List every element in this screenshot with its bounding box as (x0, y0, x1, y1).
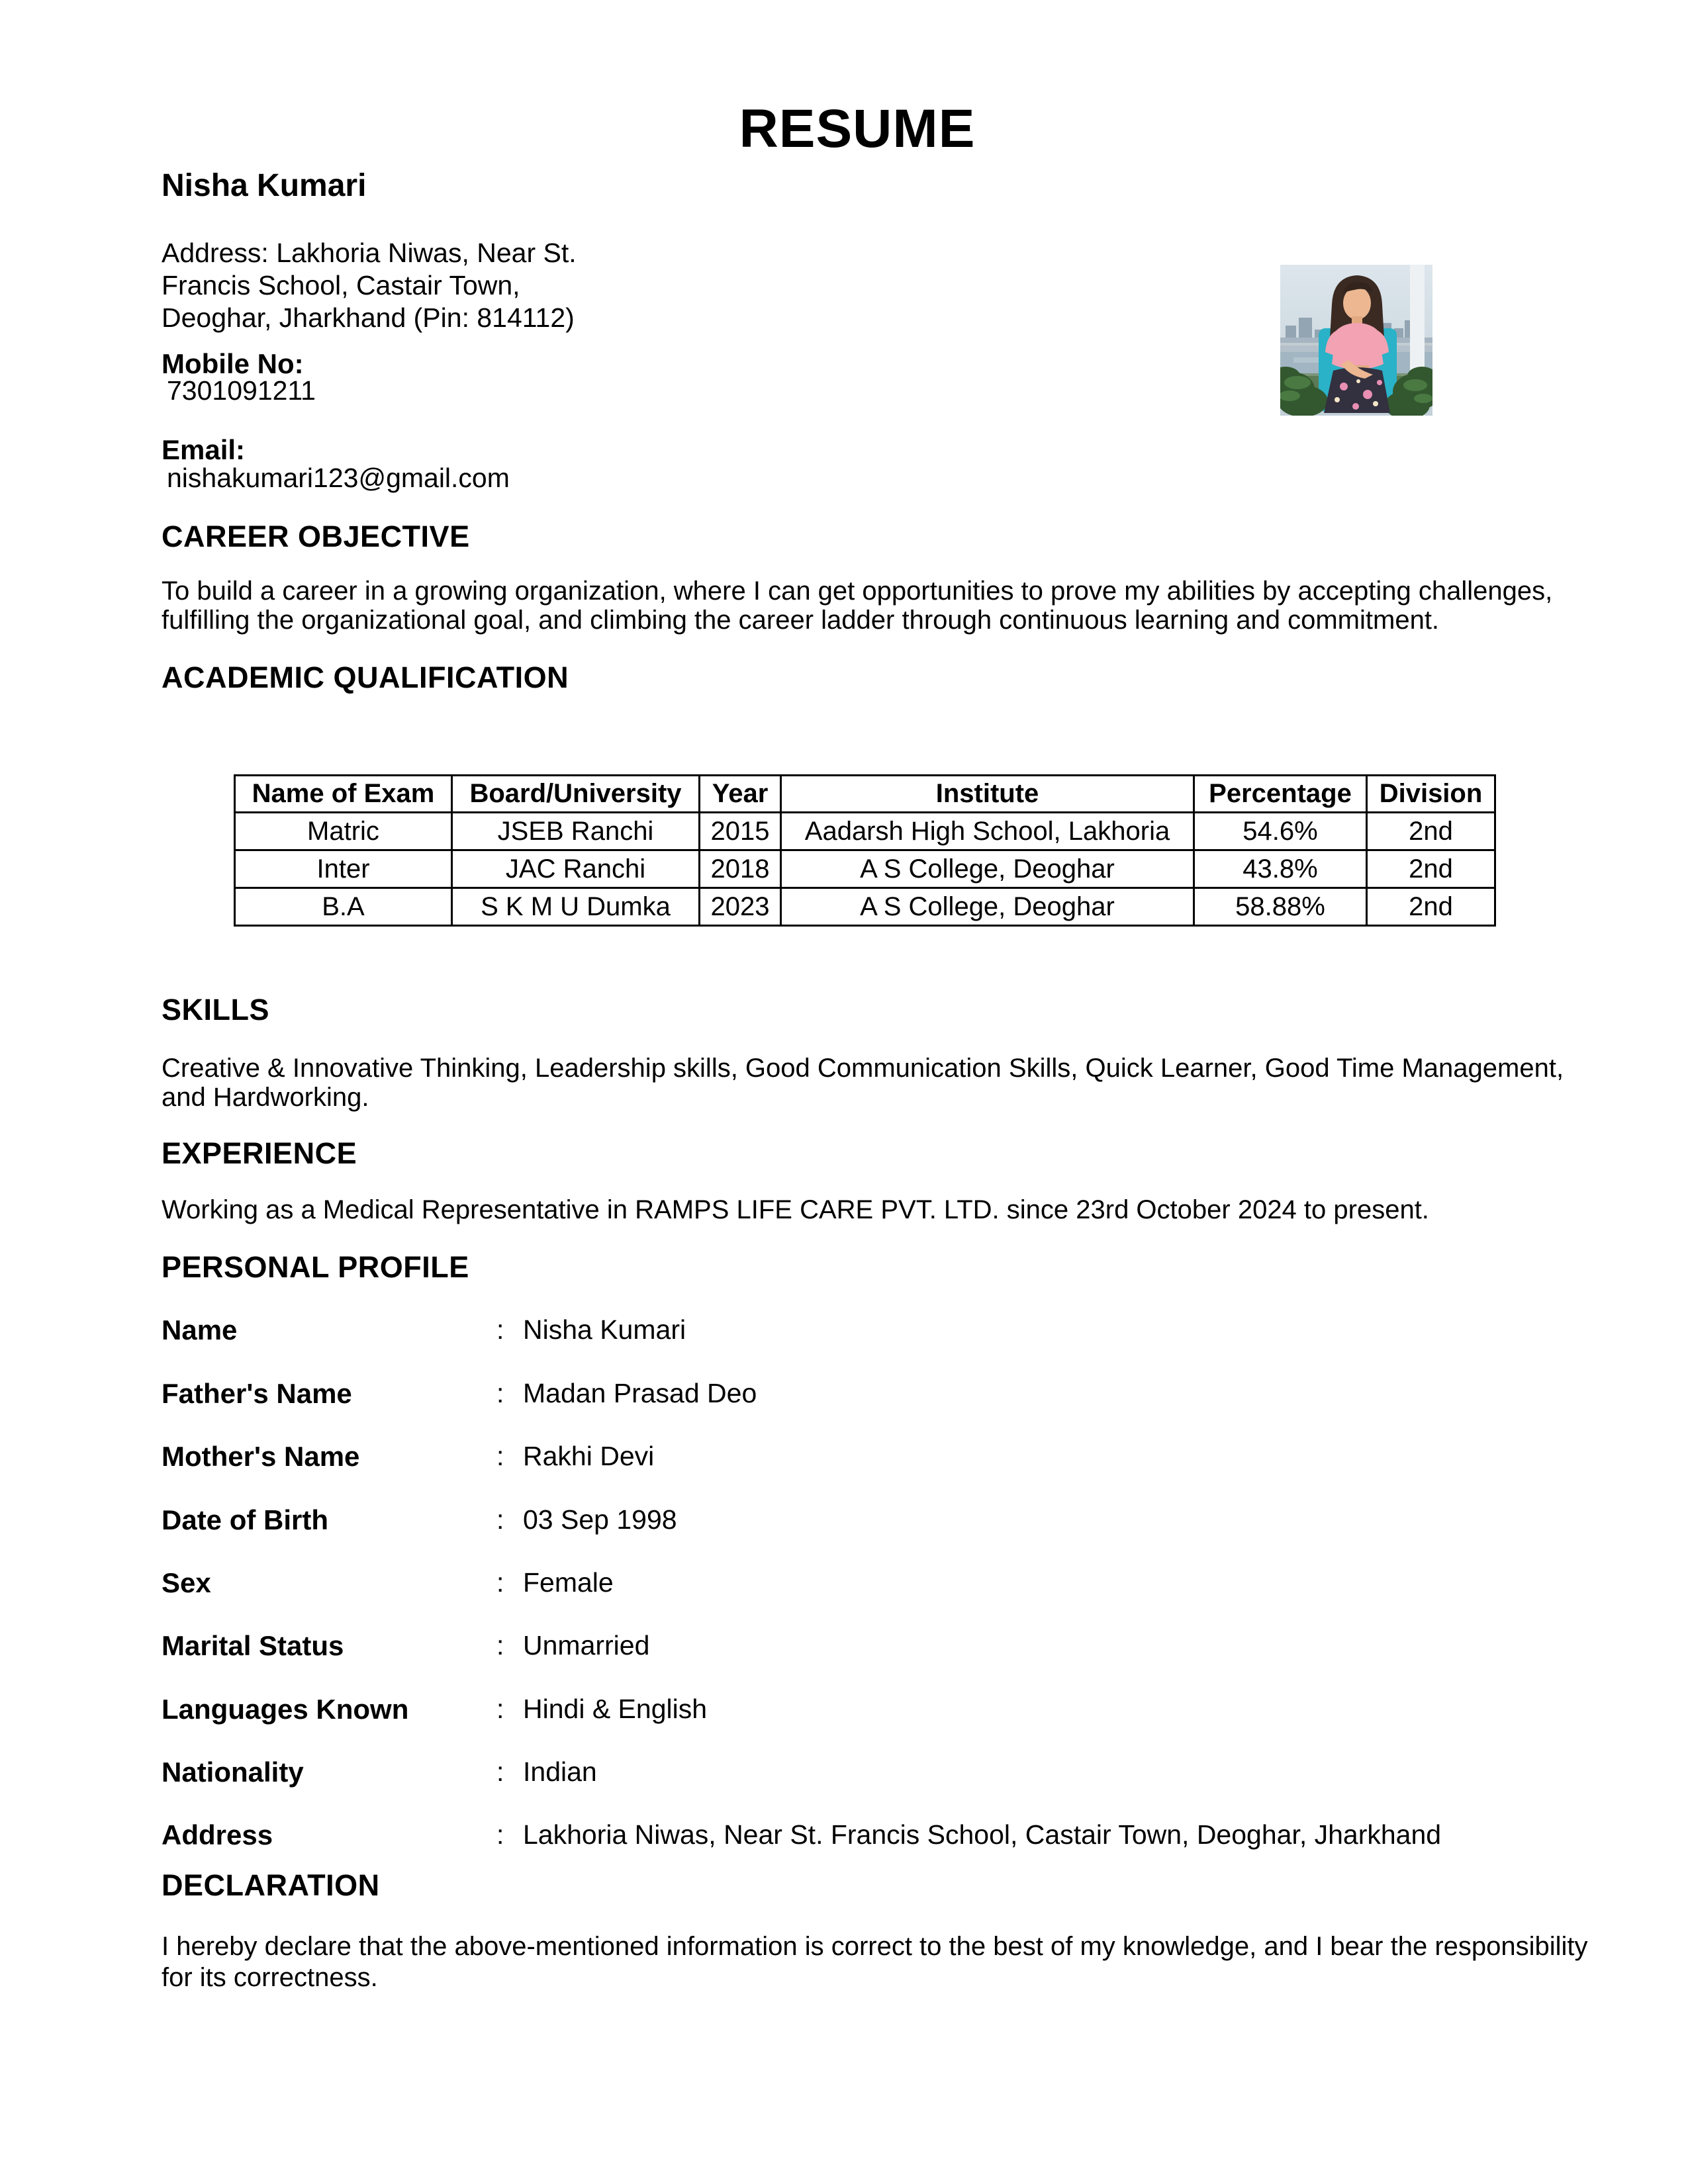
table-cell: Matric (235, 813, 452, 850)
table-row (235, 888, 1495, 926)
skills-line: and Hardworking. (162, 1083, 369, 1112)
skills-line: Creative & Innovative Thinking, Leadership skills, Good Communication Skills, Quick Learner, Good Time Management, (162, 1054, 1564, 1083)
table-cell: 2nd (1367, 850, 1495, 888)
profile-row-date-of-birth (162, 1504, 1556, 1544)
table-cell: 2018 (700, 850, 781, 888)
column-header: Division (1367, 776, 1495, 813)
table-cell: 58.88% (1194, 888, 1367, 926)
section-heading-declaration: DECLARATION (162, 1868, 380, 1902)
profile-value: 03 Sep 1998 (523, 1504, 677, 1535)
profile-label: Nationality (162, 1756, 304, 1788)
table-header-row (235, 776, 1495, 813)
profile-row-nationality (162, 1756, 1556, 1796)
profile-value: Lakhoria Niwas, Near St. Francis School, Castair Town, Deoghar, Jharkhand (523, 1819, 1442, 1850)
table-cell: S K M U Dumka (452, 888, 700, 926)
column-header: Board/University (452, 776, 700, 813)
profile-row-languages-known (162, 1694, 1556, 1733)
section-heading-career-objective: CAREER OBJECTIVE (162, 520, 470, 553)
career-objective-text (162, 576, 1552, 635)
table-row (235, 813, 1495, 850)
profile-label: Marital Status (162, 1630, 344, 1661)
profile-row-address (162, 1819, 1556, 1859)
column-header: Name of Exam (235, 776, 452, 813)
academic-qualification-table (234, 774, 1496, 927)
table-cell: B.A (235, 888, 452, 926)
section-heading-experience: EXPERIENCE (162, 1136, 357, 1170)
profile-row-marital-status (162, 1630, 1556, 1670)
profile-value: Madan Prasad Deo (523, 1378, 757, 1408)
profile-label: Sex (162, 1567, 211, 1598)
column-header: Percentage (1194, 776, 1367, 813)
table-cell: Aadarsh High School, Lakhoria (781, 813, 1194, 850)
profile-label: Mother's Name (162, 1441, 360, 1472)
colon-separator: : (496, 1694, 504, 1724)
profile-photo (1280, 265, 1432, 416)
profile-label: Languages Known (162, 1694, 409, 1725)
declaration-line: I hereby declare that the above-mentioned information is correct to the best of my knowledge, and I bear the responsibility (162, 1932, 1588, 1961)
address-line: Address: Lakhoria Niwas, Near St. (162, 238, 577, 268)
page-title: RESUME (739, 99, 976, 159)
table-cell: 43.8% (1194, 850, 1367, 888)
colon-separator: : (496, 1567, 504, 1598)
profile-row-fathers-name (162, 1378, 1556, 1418)
profile-value: Unmarried (523, 1630, 650, 1661)
colon-separator: : (496, 1378, 504, 1408)
declaration-text (162, 1931, 1588, 1993)
address-line: Francis School, Castair Town, (162, 270, 520, 300)
column-header: Institute (781, 776, 1194, 813)
profile-label: Date of Birth (162, 1504, 328, 1535)
profile-row-mothers-name (162, 1441, 1556, 1480)
table-cell: Inter (235, 850, 452, 888)
section-heading-skills: SKILLS (162, 993, 270, 1026)
table-cell: 2023 (700, 888, 781, 926)
profile-value: Female (523, 1567, 614, 1598)
profile-label: Name (162, 1314, 238, 1345)
colon-separator: : (496, 1504, 504, 1535)
mobile-label: Mobile No: (162, 348, 304, 379)
profile-value: Hindi & English (523, 1694, 708, 1724)
profile-value: Rakhi Devi (523, 1441, 655, 1471)
table-cell: A S College, Deoghar (781, 888, 1194, 926)
email-value: nishakumari123@gmail.com (167, 463, 510, 493)
profile-label: Father's Name (162, 1378, 352, 1409)
section-heading-academic-qualification: ACADEMIC QUALIFICATION (162, 660, 569, 694)
career-objective-line: To build a career in a growing organization, where I can get opportunities to prove my abilities by accepting challenges, (162, 576, 1553, 606)
table-cell: 2015 (700, 813, 781, 850)
email-label: Email: (162, 434, 246, 465)
table-row (235, 850, 1495, 888)
table-cell: JSEB Ranchi (452, 813, 700, 850)
profile-row-name (162, 1314, 1556, 1354)
person-name: Nisha Kumari (162, 168, 367, 203)
colon-separator: : (496, 1314, 504, 1345)
colon-separator: : (496, 1756, 504, 1787)
table-cell: 2nd (1367, 813, 1495, 850)
colon-separator: : (496, 1819, 504, 1850)
colon-separator: : (496, 1630, 504, 1661)
table-cell: 54.6% (1194, 813, 1367, 850)
section-heading-personal-profile: PERSONAL PROFILE (162, 1250, 469, 1284)
table-cell: A S College, Deoghar (781, 850, 1194, 888)
table-cell: JAC Ranchi (452, 850, 700, 888)
profile-photo-illustration (1280, 265, 1432, 416)
profile-value: Indian (523, 1756, 597, 1787)
address-line: Deoghar, Jharkhand (Pin: 814112) (162, 302, 575, 333)
mobile-value: 7301091211 (167, 375, 316, 406)
colon-separator: : (496, 1441, 504, 1471)
experience-text (162, 1195, 1429, 1224)
column-header: Year (700, 776, 781, 813)
experience-line: Working as a Medical Representative in RAMPS LIFE CARE PVT. LTD. since 23rd October 2024 to present. (162, 1195, 1429, 1224)
declaration-line: for its correctness. (162, 1963, 378, 1992)
profile-row-sex (162, 1567, 1556, 1607)
profile-value: Nisha Kumari (523, 1314, 686, 1345)
address-block (162, 237, 665, 334)
skills-text (162, 1054, 1564, 1112)
profile-label: Address (162, 1819, 273, 1850)
table-cell: 2nd (1367, 888, 1495, 926)
career-objective-line: fulfilling the organizational goal, and climbing the career ladder through continuous learning and commitment. (162, 606, 1440, 635)
